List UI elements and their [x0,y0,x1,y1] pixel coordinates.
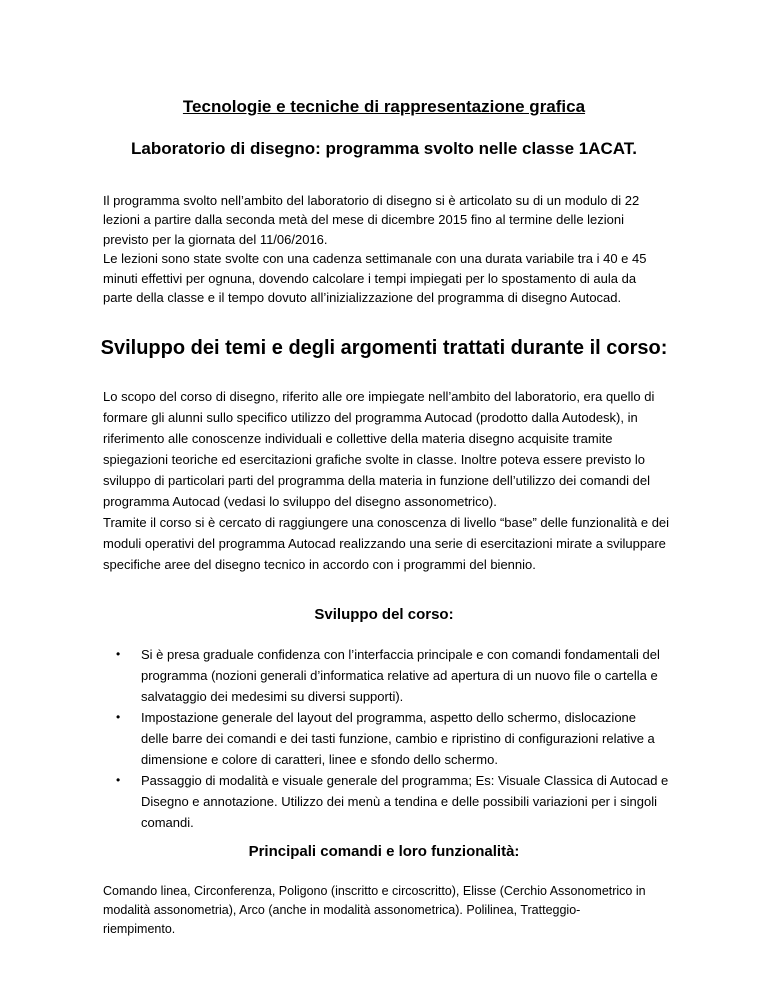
text-line: Tramite il corso si è cercato di raggiungere una conoscenza di livello “base” delle funzionalità e dei [103,515,670,530]
list-item-line: Si è presa graduale confidenza con l’interfaccia principale e con comandi fondamentali del [141,647,660,662]
bullet-icon: • [116,773,121,787]
list-item-line: comandi. [141,815,194,830]
list-item-line: salvataggio dei medesimi su diversi supporti). [141,689,404,704]
list-item-line: delle barre dei comandi e dei tasti funzione, cambio e ripristino di configurazioni relative a [141,731,655,746]
list-item-line: Impostazione generale del layout del programma, aspetto dello schermo, dislocazione [141,710,637,725]
document-subtitle: Laboratorio di disegno: programma svolto nelle classe 1ACAT. [130,139,637,158]
text-line: specifiche aree del disegno tecnico in accordo con i programmi del biennio. [103,557,536,572]
bullet-icon: • [116,647,121,661]
text-line: Le lezioni sono state svolte con una cadenza settimanale con una durata variabile tra i 40 e 45 [103,251,647,266]
bullet-icon: • [116,710,121,724]
text-line: Il programma svolto nell’ambito del laboratorio di disegno si è articolato su di un modulo di 22 [103,193,640,208]
text-line: spiegazioni teoriche ed esercitazioni grafiche svolte in classe. Inoltre poteva essere previsto lo [103,452,645,467]
text-line: riferimento alle conoscenze individuali e collettive della materia disegno acquisite tramite [103,431,613,446]
text-line: parte della classe e il tempo dovuto all’inizializzazione del programma di disegno Autocad. [103,290,622,305]
text-line: Lo scopo del corso di disegno, riferito alle ore impiegate nell’ambito del laboratorio, era quello di [103,389,655,404]
text-line: formare gli alunni sullo specifico utilizzo del programma Autocad (prodotto dalla Autodesk), in [103,410,638,425]
text-line: moduli operativi del programma Autocad realizzando una serie di esercitazioni mirate a sviluppare [103,536,666,551]
text-line: minuti effettivi per ognuna, dovendo calcolare i tempi impiegati per lo spostamento di aula da [103,271,637,286]
document-title: Tecnologie e tecniche di rappresentazione grafica [182,97,586,116]
section-heading: Principali comandi e loro funzionalità: [248,843,520,860]
text-line: Comando linea, Circonferenza, Poligono (inscritto e circoscritto), Elisse (Cerchio Assonometrico in [103,884,646,898]
text-line: sviluppo di particolari parti del programma della materia in funzione dell’utilizzo dei comandi del [103,473,651,488]
section-heading: Sviluppo del corso: [314,606,454,623]
text-line: modalità assonometria), Arco (anche in modalità assonometrica). Polilinea, Tratteggio- [103,903,581,917]
list-item-line: Passaggio di modalità e visuale generale del programma; Es: Visuale Classica di Autocad e [141,773,669,788]
text-line: riempimento. [103,922,176,936]
text-line: lezioni a partire dalla seconda metà del mese di dicembre 2015 fino al termine delle lezioni [103,212,625,227]
list-item-line: programma (nozioni generali d’informatica relative ad apertura di un nuovo file o cartella e [141,668,658,683]
list-item-line: dimensione e colore di caratteri, linee e sfondo dello schermo. [141,752,498,767]
section-heading: Sviluppo dei temi e degli argomenti trattati durante il corso: [100,337,668,359]
text-line: programma Autocad (vedasi lo sviluppo del disegno assonometrico). [103,494,497,509]
text-line: previsto per la giornata del 11/06/2016. [103,232,328,247]
list-item-line: Disegno e annotazione. Utilizzo dei menù a tendina e delle possibili variazioni per i singoli [141,794,657,809]
